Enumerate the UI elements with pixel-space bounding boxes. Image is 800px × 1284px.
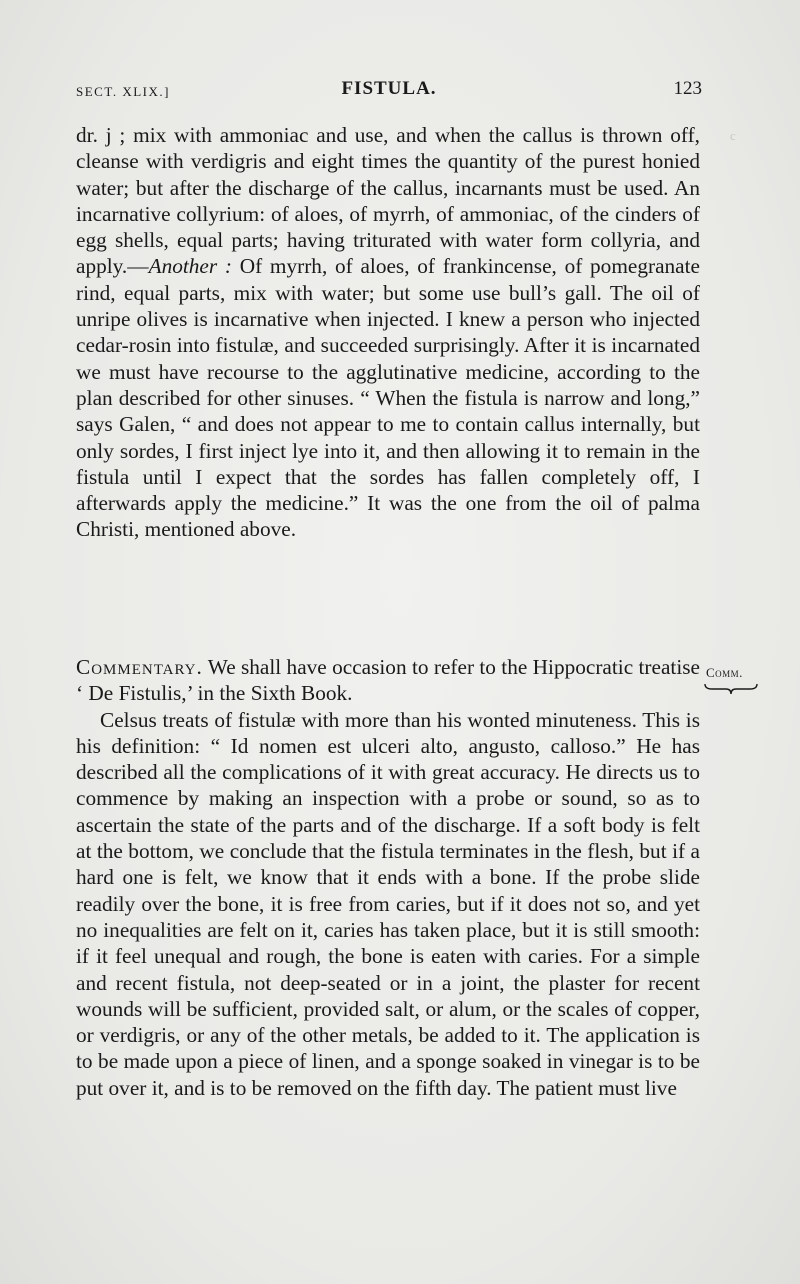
body-paragraph: [76, 122, 700, 543]
commentary-label: Commentary.: [76, 655, 203, 679]
commentary-paragraph: [76, 654, 700, 707]
commentary-text: We shall have occasion to refer to the Hippocratic treatise ‘ De Fistulis,’ in the Sixth Book.: [76, 655, 700, 706]
page-number: 123: [673, 78, 702, 99]
section-reference: SECT. XLIX.]: [76, 84, 170, 99]
paragraph-text-2: Of myrrh, of aloes, of frankincense, of pomegranate rind, equal parts, mix with water; but some use bull’s gall. The oil of unripe olives is incarnative when injected. I knew a person who injected cedar-rosin into fistulæ, and succeeded surprisingly. After it is incarnated we must have recourse to the agglutinative medicine, according to the plan described for other sinuses. “ When the fistula is narrow and long,” says Galen, “ and does not appear to me to contain callus internally, but only sordes, I first inject lye into it, and then allowing it to remain in the fistula until I expect that the sordes has fallen completely off, I afterwards apply the medicine.” It was the one from the oil of palma Christi, mentioned above.: [76, 254, 701, 542]
margin-brace-icon: [704, 683, 758, 695]
show-through-mark: c: [730, 128, 736, 143]
paragraph-italic-another: Another :: [148, 254, 232, 279]
celsus-paragraph: Celsus treats of fistulæ with more than his wonted minuteness. This is his definition: “ Id nomen est ulceri alto, angusto, calloso.” He has described all the complications of it with great accuracy. He directs us to commence by making an inspection with a probe or sound, so as to ascertain the state of the parts and of the discharge. If a soft body is felt at the bottom, we conclude that the fistula terminates in the flesh, but if a hard one is felt, we know that it ends with a bone. If the probe slide readily over the bone, it is free from caries, but if it does not so, and yet no inequalities are felt on it, caries has taken place, but it is still smooth: if it feel unequal and rough, the bone is eaten with caries. For a simple and recent fistula, not deep-seated or in a joint, the plaster for recent wounds will be sufficient, provided salt, or alum, or the scales of copper, or verdigris, or any of the other metals, be added to it. The application is to be made upon a piece of linen, and a sponge soaked in vinegar is to be put over it, and is to be removed on the fifth day. The patient must live: [76, 707, 700, 1100]
main-text-block: [76, 122, 700, 543]
commentary-block: [76, 654, 700, 1101]
paragraph-text-1: dr. j ; mix with ammoniac and use, and when the callus is thrown off, cleanse with verdigris and eight times the quantity of the purest honied water; but after the discharge of the callus, incarnants must be used. An incarnative collyrium: of aloes, of myrrh, of ammoniac, of the cinders of egg shells, equal parts; having triturated with water form collyria, and apply.—: [76, 123, 700, 279]
running-title: FISTULA.: [341, 78, 437, 99]
running-header: [76, 78, 702, 108]
margin-note-comm: Comm.: [706, 665, 743, 680]
